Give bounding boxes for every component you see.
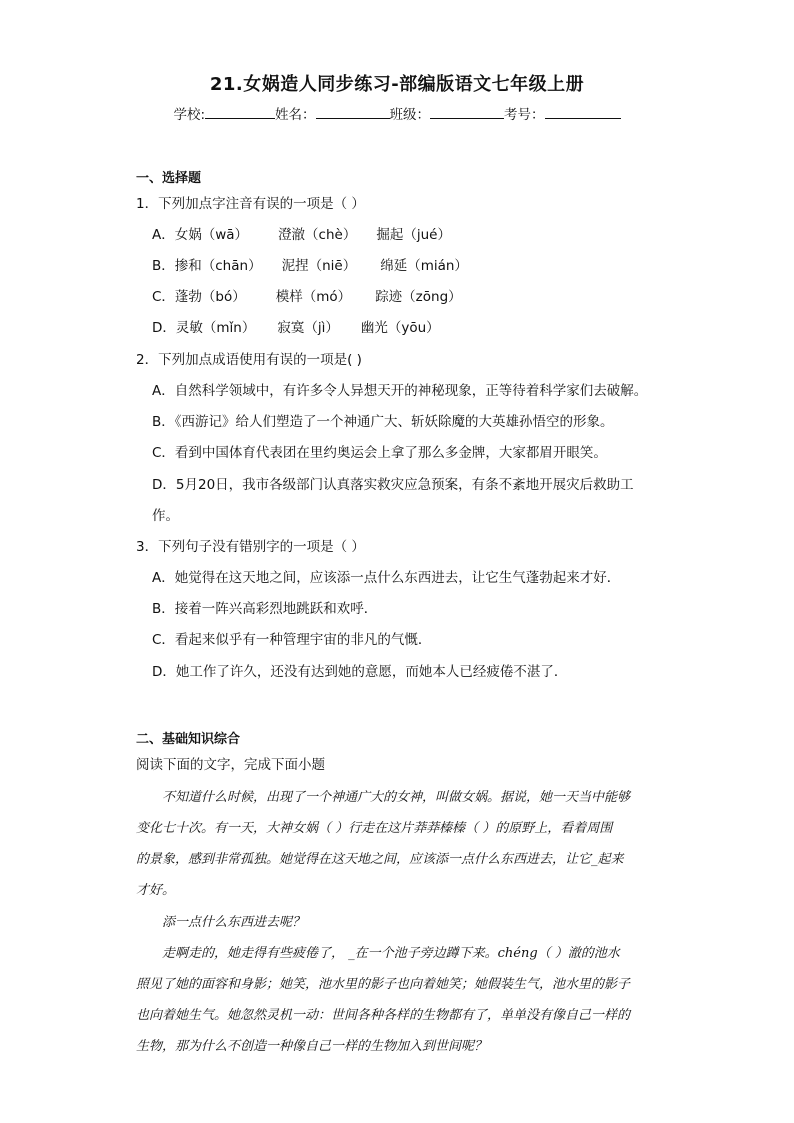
- option-word: A．女娲（wā）: [152, 227, 249, 243]
- question-2-option-b[interactable]: B．《西游记》给人们塑造了一个神通广大、斩妖除魔的大英雄孙悟空的形象。: [152, 414, 614, 430]
- option-word: 澄澈（chè）: [278, 227, 357, 243]
- section-heading-choice: 一、选择题: [136, 171, 202, 186]
- question-2-option-c[interactable]: C．看到中国体育代表团在里约奥运会上拿了那么多金牌，大家都眉开眼笑。: [152, 445, 607, 461]
- option-word: D．灵敏（mǐn）: [152, 320, 256, 336]
- question-1-option-d[interactable]: [152, 316, 440, 336]
- passage-line: 添一点什么东西进去呢？: [162, 915, 306, 930]
- class-label: 班级：: [389, 107, 431, 123]
- option-word: 模样（mó）: [275, 289, 352, 305]
- option-word: B．掺和（chān）: [152, 258, 262, 274]
- question-1-option-b[interactable]: [152, 254, 468, 274]
- option-word: 寂寞（jì）: [277, 320, 339, 336]
- passage-line: 走啊走的，她走得有些疲倦了， _在一个池子旁边蹲下来。chéng（ ）澈的池水: [162, 946, 620, 961]
- passage-line: 也向着她生气。她忽然灵机一动：世间各种各样的生物都有了，单单没有像自己一样的: [136, 1008, 631, 1023]
- question-2-option-d-continued: 作。: [152, 508, 179, 524]
- question-2-option-d[interactable]: D．5月20日，我市各级部门认真落实救灾应急预案，有条不紊地开展灾后救助工: [152, 477, 634, 493]
- reading-instruction: 阅读下面的文字，完成下面小题: [136, 757, 325, 773]
- option-word: 踪迹（zōng）: [375, 289, 462, 305]
- question-3-option-b[interactable]: B．接着一阵兴高彩烈地跳跃和欢呼．: [152, 601, 378, 617]
- question-1-stem: 1．下列加点字注音有误的一项是（ ）: [136, 196, 365, 212]
- name-label: 姓名：: [275, 107, 316, 123]
- passage-line: 不知道什么时候，出现了一个神通广大的女神，叫做女娲。据说，她一天当中能够: [162, 790, 631, 805]
- passage-line: 照见了她的面容和身影；她笑，池水里的影子也向着她笑；她假装生气，池水里的影子: [136, 977, 631, 992]
- passage-line: 生物，那为什么不创造一种像自己一样的生物加入到世间呢？: [136, 1039, 488, 1054]
- section-heading-comprehensive: 二、基础知识综合: [136, 732, 241, 747]
- question-3-option-d[interactable]: D．她工作了许久，还没有达到她的意愿，而她本人已经疲倦不湛了．: [152, 664, 568, 680]
- option-word: 泥捏（niē）: [281, 258, 357, 274]
- page-title: 21.女娲造人同步练习-部编版语文七年级上册: [209, 74, 585, 95]
- question-3-stem: 3．下列句子没有错别字的一项是（ ）: [136, 539, 365, 555]
- question-3-option-a[interactable]: A．她觉得在这天地之间，应该添一点什么东西进去，让它生气蓬勃起来才好．: [152, 570, 621, 586]
- passage-line: 才好。: [136, 883, 176, 898]
- passage-line: 变化七十次。有一天，大神女娲（ ）行走在这片莽莽榛榛（ ）的原野上，看着周围: [136, 821, 613, 836]
- question-2-stem: 2．下列加点成语使用有误的一项是( ): [136, 352, 362, 368]
- exam-no-label: 考号：: [504, 107, 545, 123]
- question-1-option-c[interactable]: [152, 285, 462, 305]
- name-blank[interactable]: [316, 105, 390, 119]
- student-info-line: [0, 103, 794, 123]
- exam-no-blank[interactable]: [545, 105, 621, 119]
- question-1-option-a[interactable]: [152, 223, 451, 243]
- school-blank[interactable]: [205, 105, 275, 119]
- school-label: 学校:: [173, 107, 206, 123]
- question-2-option-a[interactable]: A．自然科学领域中，有许多令人异想天开的神秘现象，正等待着科学家们去破解。: [152, 383, 648, 399]
- option-word: 幽光（yōu）: [360, 320, 440, 336]
- question-3-option-c[interactable]: C．看起来似乎有一种管理宇宙的非凡的气慨．: [152, 632, 432, 648]
- class-blank[interactable]: [430, 105, 504, 119]
- option-word: 绵延（mián）: [380, 258, 468, 274]
- passage-line: 的景象，感到非常孤独。她觉得在这天地之间，应该添一点什么东西进去，让它_起来: [136, 852, 624, 867]
- option-word: C．蓬勃（bó）: [152, 289, 246, 305]
- option-word: 掘起（jué）: [376, 227, 451, 243]
